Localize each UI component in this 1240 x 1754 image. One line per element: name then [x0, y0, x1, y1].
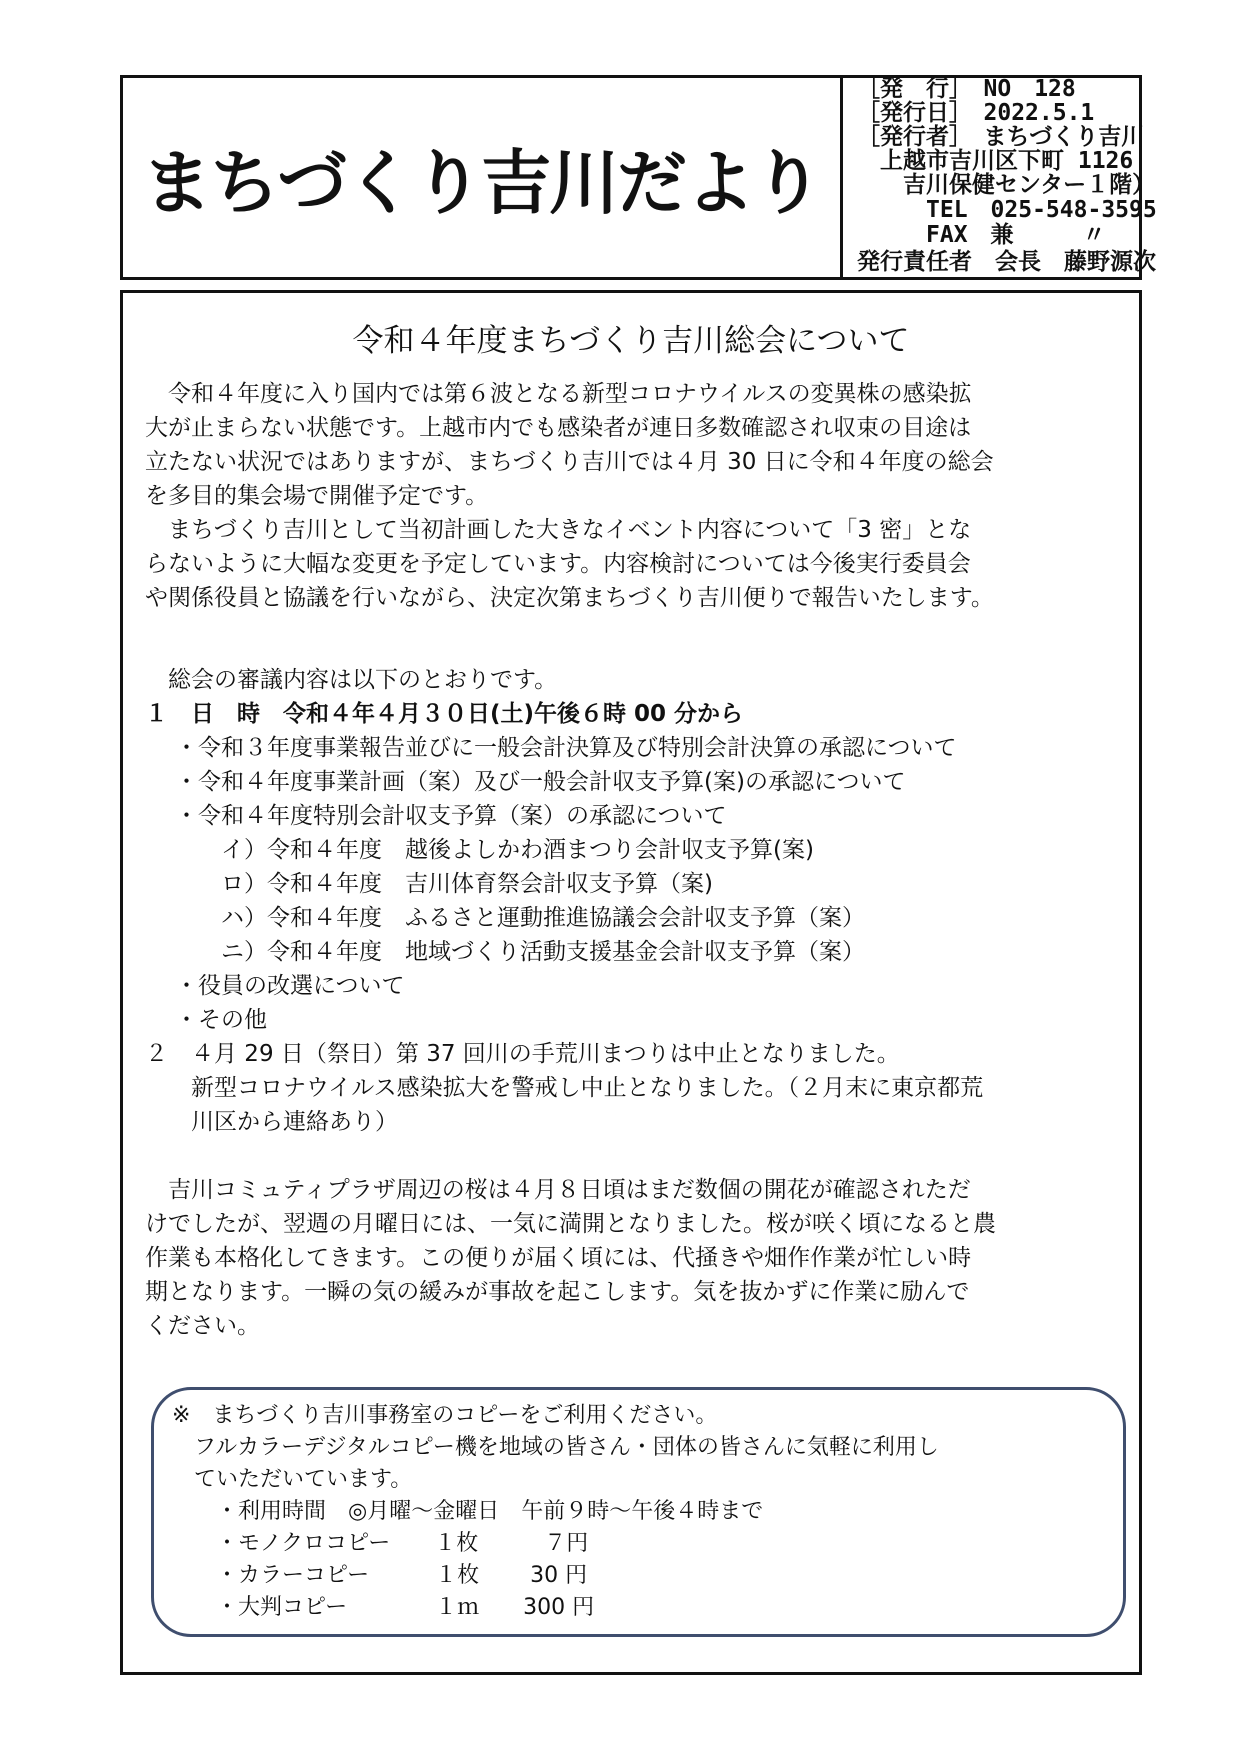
article-title: 令和４年度まちづくり吉川総会について	[352, 323, 910, 359]
notice-price-mono: ・モノクロコピー １枚 ７円	[172, 1531, 589, 1556]
notice-hours: ・利用時間 ◎月曜～金曜日 午前９時～午後４時まで	[172, 1499, 764, 1524]
agenda-item: ・その他	[175, 1007, 267, 1033]
notice-price-large: ・大判コピー １ｍ 300 円	[172, 1595, 595, 1620]
article-box	[120, 290, 1142, 1675]
notice-price-color: ・カラーコピー １枚 30 円	[172, 1563, 588, 1588]
pub-building: 吉川保健センター１階）	[857, 172, 1156, 198]
festival-notice: ２ ４月 29 日（祭日）第 37 回川の手荒川まつりは中止となりました。	[145, 1041, 900, 1067]
masthead	[123, 78, 843, 277]
pub-fax: FAX 兼 〃	[857, 222, 1106, 248]
festival-notice: 新型コロナウイルス感染拡大を警戒し中止となりました。（２月末に東京都荒	[145, 1075, 984, 1101]
agenda-subitem: ハ）令和４年度 ふるさと運動推進協議会会計収支予算（案）	[175, 905, 865, 931]
pub-date: ［発行日］ 2022.5.1	[857, 100, 1095, 126]
agenda-intro: 総会の審議内容は以下のとおりです。	[145, 667, 558, 693]
intro-line: を多目的集会場で開催予定です。	[145, 483, 489, 509]
agenda-subitem: ニ）令和４年度 地域づくり活動支援基金会計収支予算（案）	[175, 939, 865, 965]
closing-line: 期となります。一瞬の気の緩みが事故を起こします。気を抜かずに作業に励んで	[145, 1279, 970, 1305]
festival-notice: 川区から連絡あり）	[145, 1109, 398, 1135]
newsletter-header	[120, 75, 1157, 280]
publication-info	[849, 76, 1157, 277]
intro-line: 令和４年度に入り国内では第６波となる新型コロナウイルスの変異株の感染拡	[145, 381, 972, 407]
pub-responsible: 発行責任者 会長 藤野源次	[857, 249, 1156, 275]
intro-line: 大が止まらない状態です。上越市内でも感染者が連日多数確認され収束の目途は	[145, 415, 972, 441]
agenda-subitem: イ）令和４年度 越後よしかわ酒まつり会計収支予算(案)	[175, 837, 814, 863]
notice-line: フルカラーデジタルコピー機を地域の皆さん・団体の皆さんに気軽に利用し	[172, 1435, 939, 1460]
closing-line: けでしたが、翌週の月曜日には、一気に満開となりました。桜が咲く頃になると農	[145, 1211, 996, 1237]
closing-line: 吉川コミュティプラザ周辺の桜は４月８日頃はまだ数個の開花が確認されただ	[145, 1177, 971, 1203]
pub-tel: TEL 025-548-3595	[857, 197, 1157, 223]
notice-line: ていただいています。	[172, 1467, 413, 1492]
agenda-item: ・令和４年度特別会計収支予算（案）の承認について	[175, 803, 727, 829]
agenda-subitem: ロ）令和４年度 吉川体育祭会計収支予算（案)	[175, 871, 713, 897]
intro-line: 立たない状況ではありますが、まちづくり吉川では４月 30 日に令和４年度の総会	[145, 449, 994, 475]
closing-line: 作業も本格化してきます。この便りが届く頃には、代掻きや畑作作業が忙しい時	[145, 1245, 972, 1271]
agenda-item: ・令和４年度事業計画（案）及び一般会計収支予算(案)の承認について	[175, 769, 906, 795]
closing-line: ください。	[145, 1313, 260, 1339]
agenda-item: ・令和３年度事業報告並びに一般会計決算及び特別会計決算の承認について	[175, 735, 957, 761]
meeting-datetime: １ 日 時 令和４年４月３０日(土)午後６時 00 分から	[145, 701, 744, 727]
pub-address: 上越市吉川区下町 1126	[857, 148, 1134, 174]
notice-line: ※ まちづくり吉川事務室のコピーをご利用ください。	[172, 1403, 718, 1428]
pub-issue-number: ［発 行］ NO 128	[857, 76, 1076, 102]
intro-line: まちづくり吉川として当初計画した大きなイベント内容について「3 密」とな	[145, 517, 972, 543]
intro-line: や関係役員と協議を行いながら、決定次第まちづくり吉川便りで報告いたします。	[145, 585, 994, 611]
intro-line: らないように大幅な変更を予定しています。内容検討については今後実行委員会	[145, 551, 971, 577]
pub-publisher: ［発行者］ まちづくり吉川	[857, 124, 1145, 150]
masthead-title: まちづくり吉川だより	[141, 142, 822, 224]
agenda-item: ・役員の改選について	[175, 973, 405, 999]
copy-service-notice	[151, 1387, 1126, 1637]
